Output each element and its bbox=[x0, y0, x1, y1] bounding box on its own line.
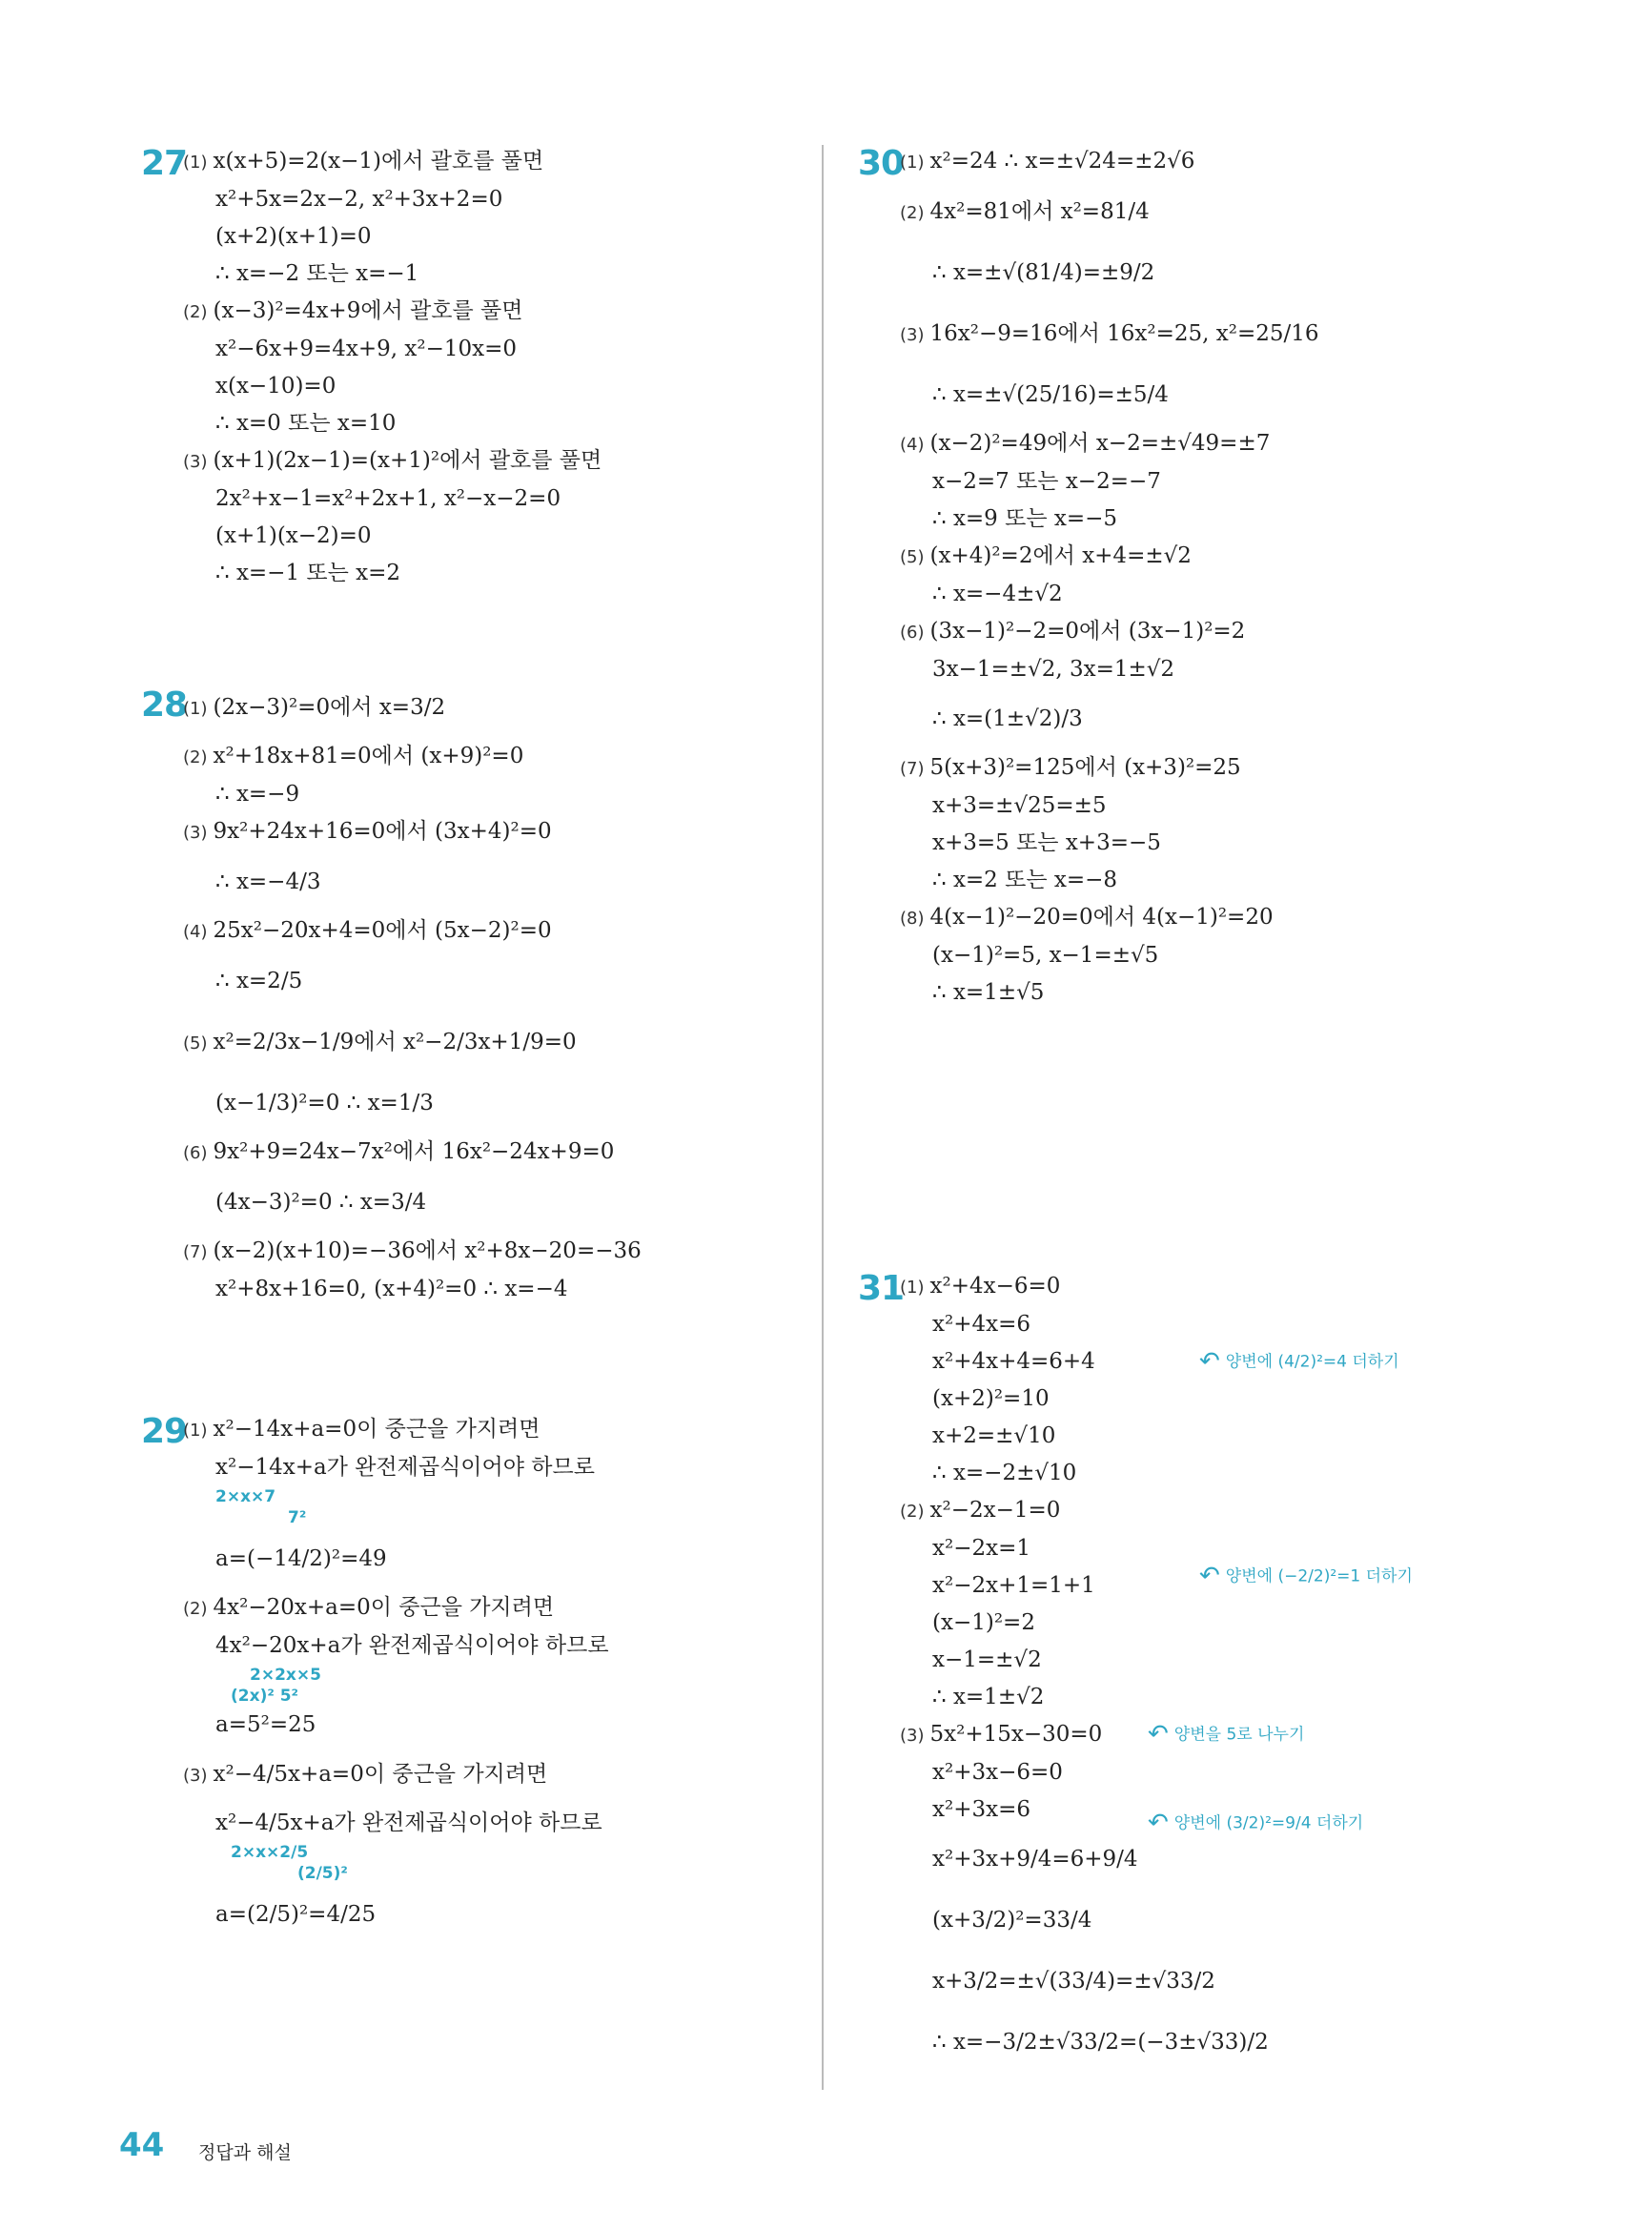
solution-line: 9x²+9=24x−7x²에서 16x²−24x+9=0 bbox=[213, 1139, 615, 1164]
solution-line: x²+4x=6 bbox=[932, 1312, 1030, 1337]
solution-line: 2x²+x−1=x²+2x+1, x²−x−2=0 bbox=[215, 486, 561, 511]
solution-line: ∴ x=2/5 bbox=[215, 969, 303, 993]
solution-line: ∴ x=−2 또는 x=−1 bbox=[215, 261, 419, 286]
part-1 bbox=[183, 143, 799, 293]
footer-title: 정답과 해설 bbox=[198, 2142, 292, 2163]
part-label: (2) bbox=[900, 1502, 925, 1522]
solution-line: x²+18x+81=0에서 (x+9)²=0 bbox=[213, 744, 524, 768]
solution-line: x²−2x−1=0 bbox=[929, 1498, 1061, 1523]
annotation-note: (2/5)² bbox=[297, 1864, 348, 1883]
solution-line: x²=2/3x−1/9에서 x²−2/3x+1/9=0 bbox=[213, 1030, 577, 1054]
part-label: (1) bbox=[183, 1421, 208, 1441]
page-number: 44 bbox=[119, 2126, 165, 2164]
solution-line: x(x+5)=2(x−1)에서 괄호를 풀면 bbox=[213, 149, 544, 174]
part-label: (5) bbox=[183, 1033, 208, 1054]
problem-number: 27 bbox=[141, 144, 188, 183]
part-label: (3) bbox=[183, 452, 208, 472]
solution-line: 25x²−20x+4=0에서 (5x−2)²=0 bbox=[213, 918, 552, 943]
annotation-note: 2×2x×5 bbox=[250, 1666, 321, 1685]
solution-line: x²+4x+4=6+4 bbox=[932, 1349, 1095, 1374]
solution-line: (2x−3)²=0에서 x=3/2 bbox=[213, 695, 446, 720]
solution-line: x²−2x=1 bbox=[932, 1536, 1030, 1561]
solution-line: x²−6x+9=4x+9, x²−10x=0 bbox=[215, 337, 517, 361]
problem-number: 31 bbox=[858, 1269, 905, 1308]
solution-line: 5(x+3)²=125에서 (x+3)²=25 bbox=[929, 755, 1241, 780]
solution-line: (x−1)²=2 bbox=[932, 1610, 1035, 1635]
solution-line: ∴ x=9 또는 x=−5 bbox=[932, 506, 1118, 531]
solution-line: x²+8x+16=0, (x+4)²=0 ∴ x=−4 bbox=[215, 1277, 568, 1301]
problem-number: 30 bbox=[858, 144, 905, 183]
solution-line: 5x²+15x−30=0 bbox=[929, 1722, 1103, 1747]
part-label: (1) bbox=[900, 153, 925, 173]
solution-line: x²−14x+a가 완전제곱식이어야 하므로 bbox=[215, 1455, 595, 1480]
solution-line: x−1=±√2 bbox=[932, 1647, 1042, 1672]
solution-line: x²−4/5x+a=0이 중근을 가지려면 bbox=[213, 1762, 548, 1787]
annotation-note: 7² bbox=[288, 1508, 307, 1527]
solution-line: ∴ x=1±√2 bbox=[932, 1685, 1045, 1709]
solution-line: ∴ x=−9 bbox=[215, 782, 300, 807]
annotation-note: (2x)² 5² bbox=[231, 1687, 298, 1706]
part-label: (2) bbox=[183, 747, 208, 767]
part-label: (1) bbox=[183, 153, 208, 173]
solution-line: x+3=±√25=±5 bbox=[932, 793, 1107, 818]
part-label: (2) bbox=[900, 203, 925, 223]
curved-arrow-icon: ↶ bbox=[1148, 1809, 1169, 1837]
solution-line: (x+2)²=10 bbox=[932, 1386, 1050, 1411]
solution-line: ∴ x=−3/2±√33/2=(−3±√33)/2 bbox=[932, 2030, 1269, 2055]
solution-line: x²−14x+a=0이 중근을 가지려면 bbox=[213, 1417, 540, 1442]
completing-square-note: ↶ 양변에 (4/2)²=4 더하기 bbox=[1199, 1347, 1399, 1376]
solution-line: x²+3x−6=0 bbox=[932, 1760, 1063, 1785]
solution-line: 4x²−20x+a=0이 중근을 가지려면 bbox=[213, 1595, 555, 1620]
solution-line: x²=24 ∴ x=±√24=±2√6 bbox=[929, 149, 1195, 174]
completing-square-note: ↶ 양변에 (−2/2)²=1 더하기 bbox=[1199, 1562, 1413, 1590]
solution-line: x(x−10)=0 bbox=[215, 374, 337, 399]
annotation-note: 2×x×2/5 bbox=[231, 1843, 309, 1862]
problem-number: 28 bbox=[141, 685, 188, 725]
part-label: (4) bbox=[183, 922, 208, 942]
solution-line: x²−4/5x+a가 완전제곱식이어야 하므로 bbox=[215, 1811, 602, 1835]
solution-line: ∴ x=−1 또는 x=2 bbox=[215, 561, 401, 585]
solution-line: x²+3x+9/4=6+9/4 bbox=[932, 1847, 1138, 1872]
solution-line: ∴ x=2 또는 x=−8 bbox=[932, 868, 1118, 892]
problem-number: 29 bbox=[141, 1412, 188, 1451]
solution-line: (x+2)(x+1)=0 bbox=[215, 224, 372, 249]
solution-line: ∴ x=0 또는 x=10 bbox=[215, 411, 397, 436]
solution-line: x²+3x=6 bbox=[932, 1797, 1030, 1822]
solution-line: x²+4x−6=0 bbox=[929, 1274, 1061, 1299]
part-label: (2) bbox=[183, 1599, 208, 1619]
solution-line: (x−1)²=5, x−1=±√5 bbox=[932, 943, 1159, 968]
solution-line: ∴ x=±√(81/4)=±9/2 bbox=[932, 260, 1155, 285]
annotation-note: 2×x×7 bbox=[215, 1487, 276, 1506]
solution-line: x²−2x+1=1+1 bbox=[932, 1573, 1095, 1598]
solution-line: ∴ x=−4±√2 bbox=[932, 582, 1063, 606]
part-label: (4) bbox=[900, 435, 925, 455]
solution-line: 4x²−20x+a가 완전제곱식이어야 하므로 bbox=[215, 1633, 609, 1658]
solution-line: x+3=5 또는 x+3=−5 bbox=[932, 830, 1161, 855]
solution-line: x−2=7 또는 x−2=−7 bbox=[932, 469, 1161, 494]
solution-line: (3x−1)²−2=0에서 (3x−1)²=2 bbox=[929, 619, 1246, 644]
part-label: (3) bbox=[900, 325, 925, 345]
part-label: (5) bbox=[900, 547, 925, 567]
solution-line: 4x²=81에서 x²=81/4 bbox=[929, 199, 1150, 224]
solution-line: a=(2/5)²=4/25 bbox=[215, 1902, 377, 1927]
solution-line: 9x²+24x+16=0에서 (3x+4)²=0 bbox=[213, 819, 552, 844]
part-label: (3) bbox=[183, 823, 208, 843]
part-label: (6) bbox=[183, 1143, 208, 1163]
part-label: (1) bbox=[900, 1278, 925, 1298]
solution-line: (x+3/2)²=33/4 bbox=[932, 1908, 1092, 1933]
part-label: (8) bbox=[900, 909, 925, 929]
curved-arrow-icon: ↶ bbox=[1199, 1562, 1220, 1590]
solution-line: 16x²−9=16에서 16x²=25, x²=25/16 bbox=[929, 321, 1319, 346]
solution-line: 4(x−1)²−20=0에서 4(x−1)²=20 bbox=[929, 905, 1274, 930]
solution-line: (x−2)(x+10)=−36에서 x²+8x−20=−36 bbox=[213, 1238, 642, 1263]
solution-line: (x−2)²=49에서 x−2=±√49=±7 bbox=[929, 431, 1271, 456]
part-label: (3) bbox=[900, 1726, 925, 1746]
part-label: (6) bbox=[900, 623, 925, 643]
part-3 bbox=[183, 442, 799, 592]
solution-line: x+3/2=±√(33/4)=±√33/2 bbox=[932, 1969, 1215, 1994]
solution-line: ∴ x=±√(25/16)=±5/4 bbox=[932, 382, 1169, 407]
part-label: (2) bbox=[183, 302, 208, 322]
part-label: (7) bbox=[900, 759, 925, 779]
column-divider bbox=[822, 145, 824, 2090]
divide-note: ↶ 양변을 5로 나누기 bbox=[1148, 1720, 1305, 1749]
solution-line: a=5²=25 bbox=[215, 1712, 316, 1737]
solution-line: (x−1/3)²=0 ∴ x=1/3 bbox=[215, 1091, 434, 1115]
solution-line: (x+4)²=2에서 x+4=±√2 bbox=[929, 543, 1192, 568]
part-label: (3) bbox=[183, 1766, 208, 1786]
part-2 bbox=[183, 293, 799, 442]
solution-line: (4x−3)²=0 ∴ x=3/4 bbox=[215, 1190, 427, 1215]
part-label: (7) bbox=[183, 1242, 208, 1262]
solution-line: ∴ x=−2±√10 bbox=[932, 1461, 1077, 1485]
solution-line: 3x−1=±√2, 3x=1±√2 bbox=[932, 657, 1175, 682]
solution-line: ∴ x=(1±√2)/3 bbox=[932, 706, 1083, 731]
solution-line: (x+1)(x−2)=0 bbox=[215, 523, 372, 548]
solution-line: (x+1)(2x−1)=(x+1)²에서 괄호를 풀면 bbox=[213, 448, 602, 473]
solution-line: (x−3)²=4x+9에서 괄호를 풀면 bbox=[213, 298, 523, 323]
solution-line: ∴ x=1±√5 bbox=[932, 980, 1045, 1005]
curved-arrow-icon: ↶ bbox=[1199, 1347, 1220, 1376]
solution-line: a=(−14/2)²=49 bbox=[215, 1546, 387, 1571]
solution-line: x+2=±√10 bbox=[932, 1423, 1056, 1448]
completing-square-note: ↶ 양변에 (3/2)²=9/4 더하기 bbox=[1148, 1809, 1364, 1837]
part-label: (1) bbox=[183, 699, 208, 719]
solution-line: ∴ x=−4/3 bbox=[215, 869, 321, 894]
curved-arrow-icon: ↶ bbox=[1148, 1720, 1169, 1749]
solution-line: x²+5x=2x−2, x²+3x+2=0 bbox=[215, 187, 503, 212]
